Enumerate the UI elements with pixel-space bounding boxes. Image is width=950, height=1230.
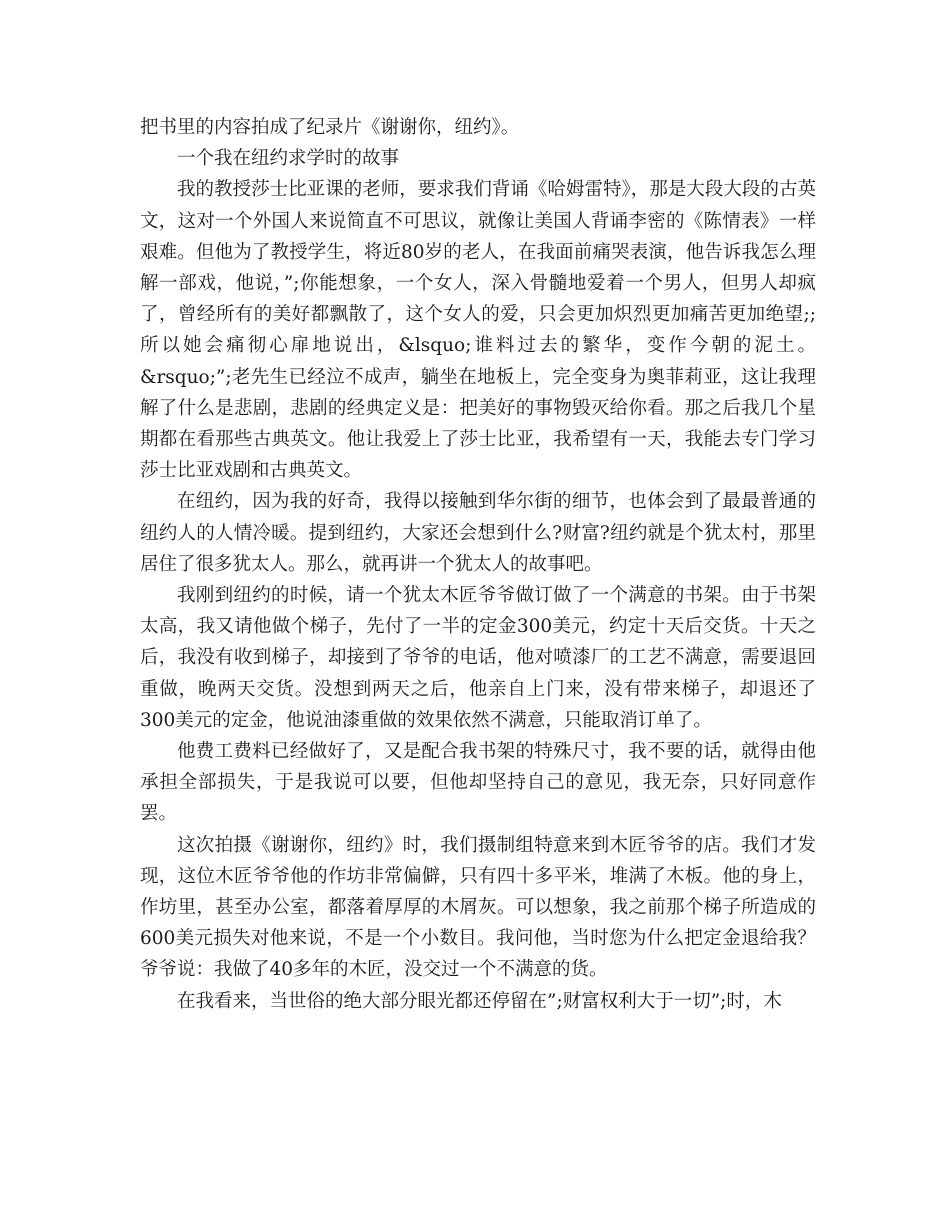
paragraph: 在我看来，当世俗的绝大部分眼光都还停留在”;财富权利大于一切”;时，木 — [177, 990, 782, 1012]
paragraph: 一个我在纽约求学时的故事 — [177, 148, 400, 170]
paragraph: 在纽约，因为我的好奇，我得以接触到华尔街的细节，也体会到了最最普通的纽约人的人情冷暖。提到纽约，大家还会想到什么?财富?纽约就是个犹太村，那里居住了很多犹太人。那么，就再讲一个犹太人的故事吧。 — [140, 491, 816, 575]
paragraph: 我的教授莎士比亚课的老师，要求我们背诵《哈姆雷特》，那是大段大段的古英文，这对一个外国人来说简直不可思议，就像让美国人背诵李密的《陈情表》一样艰难。但他为了教授学生，将近80岁的老人，在我面前痛哭表演，他告诉我怎么理解一部戏，他说，”;你能想象，一个女人，深入骨髓地爱着一个男人，但男人却疯了，曾经所有的美好都飘散了，这个女人的爱，只会更加炽烈更加痛苦更加绝望;;所以她会痛彻心扉地说出，&lsquo;谁料过去的繁华，变作今朝的泥土。&rsquo;”;老先生已经泣不成声，躺坐在地板上，完全变身为奥菲莉亚，这让我理解了什么是悲剧，悲剧的经典定义是：把美好的事物毁灭给你看。那之后我几个星期都在看那些古典英文。他让我爱上了莎士比亚，我希望有一天，我能去专门学习莎士比亚戏剧和古典英文。 — [140, 179, 816, 482]
paragraph: 这次拍摄《谢谢你，纽约》时，我们摄制组特意来到木匠爷爷的店。我们才发现，这位木匠爷爷他的作坊非常偏僻，只有四十多平米，堆满了木板。他的身上，作坊里，甚至办公室，都落着厚厚的木屑灰。可以想象，我之前那个梯子所造成的600美元损失对他来说，不是一个小数目。我问他，当时您为什么把定金退给我？爷爷说：我做了40多年的木匠，没交过一个不满意的货。 — [140, 834, 816, 981]
paragraph: 他费工费料已经做好了，又是配合我书架的特殊尺寸，我不要的话，就得由他承担全部损失，于是我说可以要，但他却坚持自己的意见，我无奈，只好同意作罢。 — [140, 741, 816, 825]
paragraph: 我刚到纽约的时候，请一个犹太木匠爷爷做订做了一个满意的书架。由于书架太高，我又请他做个梯子，先付了一半的定金300美元，约定十天后交货。十天之后，我没有收到梯子，却接到了爷爷的电话，他对喷漆厂的工艺不满意，需要退回重做，晚两天交货。没想到两天之后，他亲自上门来，没有带来梯子，却退还了300美元的定金，他说油漆重做的效果依然不满意，只能取消订单了。 — [140, 585, 816, 731]
paragraph: 把书里的内容拍成了纪录片《谢谢你，纽约》。 — [140, 117, 520, 138]
document-body — [140, 112, 816, 1017]
